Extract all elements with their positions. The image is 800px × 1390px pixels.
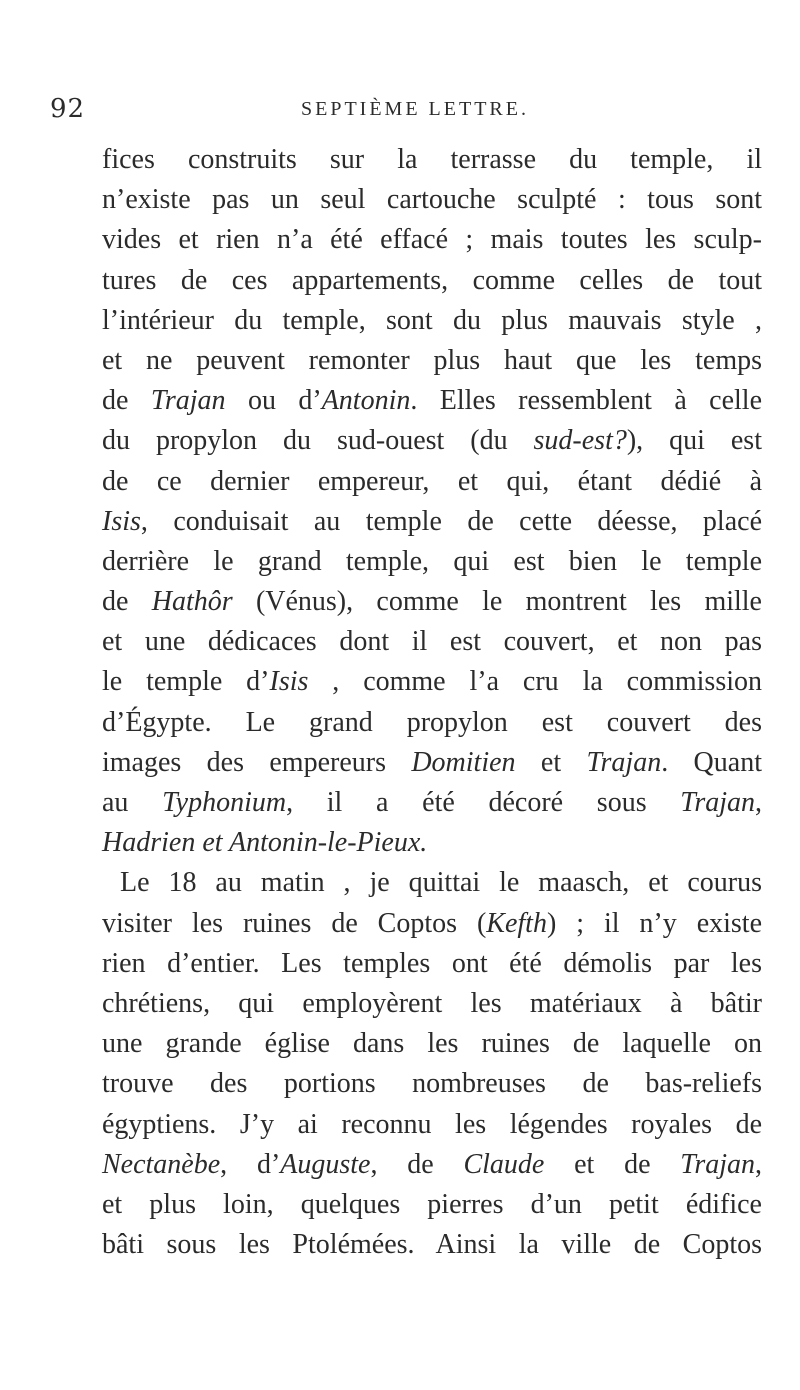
text-line [102,1064,762,1104]
text-segment: d’Égypte. Le grand propylon est couvert des [102,706,762,738]
italic-text-segment: Nectanèbe [102,1148,221,1180]
text-line [102,743,762,783]
italic-text-segment: Auguste [280,1148,371,1180]
text-segment: , conduisait au temple de cette déesse, placé [140,505,762,537]
text-line [102,421,762,461]
text-segment: , [755,787,762,818]
text-line [102,542,762,582]
text-line [102,904,762,944]
text-segment: (Vénus), comme le montrent les mille [232,586,762,618]
text-line [102,783,762,823]
running-head: SEPTIÈME LETTRE. [301,98,529,120]
italic-text-segment: Hathôr [151,586,233,618]
text-segment: chrétiens, qui employèrent les matériaux à bâtir [102,987,762,1019]
text-segment: , [755,1148,762,1180]
text-line [102,582,762,622]
italic-text-segment: Isis [102,505,141,537]
italic-text-segment: Trajan [150,385,226,417]
text-segment: et [515,746,587,778]
text-segment: de [102,586,152,618]
text-segment: . Quant [661,746,762,778]
text-line [102,662,762,702]
text-line [102,863,762,903]
text-line [102,341,762,381]
text-segment: l’intérieur du temple, sont du plus mauvais style , [102,304,762,336]
text-segment: une grande église dans les ruines de laquelle on [102,1028,762,1060]
text-segment: le temple d’ [102,666,270,698]
italic-text-segment: Antonin [321,385,411,417]
text-line [102,823,762,863]
text-line [102,703,762,743]
italic-text-segment: sud-est? [533,425,627,457]
text-line [102,261,762,301]
text-segment: égyptiens. J’y ai reconnu les légendes royales de [102,1108,762,1140]
text-segment: , il a été décoré sous [286,787,681,818]
text-segment: fices construits sur la terrasse du temple, il [102,144,762,175]
text-line [102,462,762,502]
text-line [102,301,762,341]
text-segment: trouve des portions nombreuses de bas-reliefs [102,1068,762,1100]
italic-text-segment: Domitien [411,746,516,778]
text-segment: rien d’entier. Les temples ont été démolis par les [102,947,762,979]
text-line [102,1024,762,1064]
text-segment: et ne peuvent remonter plus haut que les temps [102,344,762,376]
text-line [102,502,762,542]
italic-text-segment: Hadrien et Antonin-le-Pieux. [102,827,428,859]
text-segment: bâti sous les Ptolémées. Ainsi la ville de Coptos [102,1229,762,1261]
text-segment: au [102,787,163,818]
text-segment: , de [370,1148,464,1180]
text-segment: ) ; il n’y existe [546,907,763,939]
italic-text-segment: Typhonium [162,787,287,818]
text-segment: , comme l’a cru la commission [308,666,762,698]
text-segment: de [102,385,151,417]
text-line [102,1185,762,1225]
page-number: 92 [50,94,86,124]
text-line [102,1105,762,1145]
page-header [50,94,750,134]
body-text [102,140,762,1265]
italic-text-segment: Isis [269,666,309,698]
text-segment: vides et rien n’a été effacé ; mais toutes les sculp- [102,224,762,256]
text-segment: et plus loin, quelques pierres d’un petit édifice [102,1188,762,1220]
text-segment: du propylon du sud-ouest (du [102,425,534,457]
text-segment: tures de ces appartements, comme celles de tout [102,264,762,296]
italic-text-segment: Trajan [586,746,662,778]
text-segment: Le 18 au matin , je quittai le maasch, et courus [120,867,762,899]
text-line [102,622,762,662]
italic-text-segment: Kefth [486,907,547,939]
text-segment: derrière le grand temple, qui est bien le temple [102,545,762,577]
text-line [102,381,762,421]
text-segment: et une dédicaces dont il est couvert, et non pas [102,626,762,658]
text-line [102,944,762,984]
italic-text-segment: Claude [463,1148,545,1180]
text-line [102,1225,762,1265]
text-line [102,984,762,1024]
text-line [102,1145,762,1185]
text-segment: et de [544,1148,681,1180]
text-segment: visiter les ruines de Coptos ( [102,907,487,939]
text-line [102,220,762,260]
italic-text-segment: Trajan [680,1148,755,1180]
text-segment: . Elles ressemblent à celle [410,385,763,417]
text-line [102,140,762,180]
text-segment: de ce dernier empereur, et qui, étant dédié à [102,465,762,497]
text-segment: n’existe pas un seul cartouche sculpté : tous sont [102,184,762,216]
text-segment: , d’ [220,1148,281,1180]
italic-text-segment: Trajan [680,787,755,818]
text-segment: ), qui est [626,425,762,457]
text-segment: images des empereurs [102,746,412,778]
text-segment: ou d’ [225,385,322,417]
text-line [102,180,762,220]
